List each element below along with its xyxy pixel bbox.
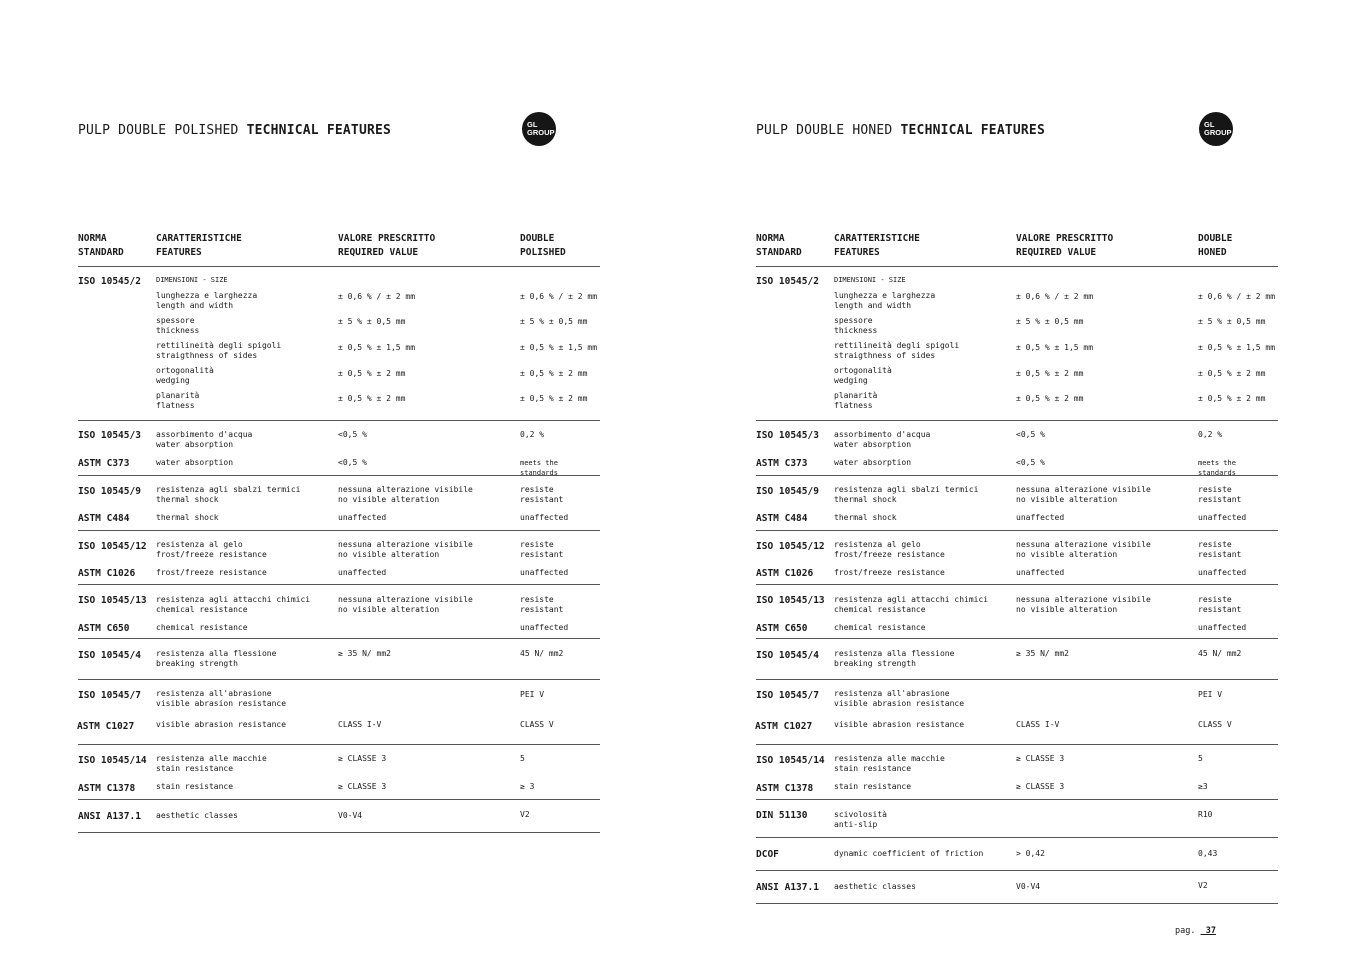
norm-label: DCOF [756,849,779,860]
required: V0-V4 [338,811,363,820]
required: ≥ CLASSE 3 [1016,754,1065,763]
value: 5 [520,754,525,763]
norm-label: ISO 10545/3 [78,430,141,441]
header-features: CARATTERISTICHE FEATURES [156,233,242,258]
value: unaffected [1198,568,1247,577]
page-number: pag. _37 [1175,926,1216,936]
feature: assorbimento d'acqua water absorption [156,430,253,449]
required: nessuna alterazione visibile no visible alteration [1016,595,1151,614]
feature: lunghezza e larghezza length and width [834,291,936,310]
norm-label: ISO 10545/2 [756,276,819,287]
feature: chemical resistance [156,623,248,632]
header-required: VALORE PRESCRITTO REQUIRED VALUE [338,233,436,258]
norm-label: ISO 10545/14 [756,755,825,766]
feature: resistenza all'abrasione visible abrasion resistance [156,689,287,708]
norm-label: DIN 51130 [756,810,808,821]
page-title: PULP DOUBLE HONED TECHNICAL FEATURES [756,123,1045,138]
value: meets the standards [520,459,558,477]
value: resiste resistant [520,485,564,504]
norm-label: ISO 10545/12 [78,541,147,552]
feature: stain resistance [156,782,234,791]
value: V2 [520,810,530,819]
feature: resistenza agli sbalzi termici thermal shock [156,485,301,504]
value: resiste resistant [520,595,564,614]
norm-label: ANSI A137.1 [756,882,819,893]
norm-label: ASTM C1026 [756,568,814,579]
value: unaffected [520,568,569,577]
value: ± 0,6 % / ± 2 mm [1198,292,1276,301]
feature: resistenza agli attacchi chimici chemical resistance [834,595,989,614]
required: CLASS I-V [1016,720,1060,729]
value: 5 [1198,754,1203,763]
feature: resistenza agli attacchi chimici chemical resistance [156,595,311,614]
norm-label: ASTM C484 [756,513,808,524]
norm-label: ISO 10545/7 [78,690,141,701]
feature: rettilineità degli spigoli straigthness of sides [834,341,960,360]
feature: thermal shock [834,513,897,522]
required: ≥ CLASSE 3 [1016,782,1065,791]
table-header [78,232,600,267]
norm-label: ISO 10545/9 [78,486,141,497]
divider [78,832,600,833]
required: <0,5 % [1016,430,1045,439]
divider [78,475,600,476]
divider [756,530,1278,531]
header-required: VALORE PRESCRITTO REQUIRED VALUE [1016,233,1114,258]
divider [78,744,600,745]
norm-label: ASTM C1378 [78,783,136,794]
feature: aesthetic classes [834,882,916,891]
header-norma: NORMA STANDARD [78,233,124,258]
header-value: DOUBLE POLISHED [520,233,566,258]
required: ± 0,5 % ± 1,5 mm [1016,343,1094,352]
norm-label: ISO 10545/9 [756,486,819,497]
feature: frost/freeze resistance [156,568,267,577]
right-page [756,0,1278,959]
norm-label: ASTM C484 [78,513,130,524]
value: CLASS V [1198,720,1232,729]
required: nessuna alterazione visibile no visible alteration [1016,540,1151,559]
norm-label: ASTM C650 [756,623,808,634]
feature: spessore thickness [834,316,878,335]
value: 45 N/ mm2 [520,649,564,658]
required: <0,5 % [338,458,367,467]
norm-label: ISO 10545/2 [78,276,141,287]
divider [756,870,1278,871]
value: unaffected [520,623,569,632]
required: nessuna alterazione visibile no visible alteration [338,540,473,559]
norm-label: ASTM C650 [78,623,130,634]
required: ± 0,6 % / ± 2 mm [1016,292,1094,301]
feature: assorbimento d'acqua water absorption [834,430,931,449]
page-title: PULP DOUBLE POLISHED TECHNICAL FEATURES [78,123,392,138]
feature: ortogonalità wedging [156,366,214,385]
feature: frost/freeze resistance [834,568,945,577]
feature: dynamic coefficient of friction [834,849,984,858]
feature: resistenza agli sbalzi termici thermal shock [834,485,979,504]
feature: spessore thickness [156,316,200,335]
norm-label: ISO 10545/13 [78,595,147,606]
feature: visible abrasion resistance [156,720,287,729]
required: ± 0,5 % ± 1,5 mm [338,343,416,352]
required: nessuna alterazione visibile no visible alteration [338,485,473,504]
required: nessuna alterazione visibile no visible alteration [1016,485,1151,504]
feature: lunghezza e larghezza length and width [156,291,258,310]
divider [756,744,1278,745]
value: ± 0,5 % ± 1,5 mm [1198,343,1276,352]
norm-label: ASTM C1027 [755,721,813,732]
divider [78,679,600,680]
divider [756,638,1278,639]
value: ± 0,5 % ± 1,5 mm [520,343,598,352]
divider [78,530,600,531]
feature: aesthetic classes [156,811,238,820]
divider [756,475,1278,476]
feature: resistenza alla flessione breaking strength [834,649,955,668]
required: ≥ 35 N/ mm2 [338,649,391,658]
required: ± 5 % ± 0,5 mm [1016,317,1084,326]
value: resiste resistant [1198,540,1242,559]
dim-label: DIMENSIONI - SIZE [156,276,228,284]
feature: scivolosità anti-slip [834,810,887,829]
feature: resistenza all'abrasione visible abrasion resistance [834,689,965,708]
divider [756,420,1278,421]
norm-label: ISO 10545/14 [78,755,147,766]
required: unaffected [1016,513,1065,522]
norm-label: ASTM C373 [78,458,130,469]
norm-label: ISO 10545/3 [756,430,819,441]
divider [756,903,1278,904]
norm-label: ANSI A137.1 [78,811,141,822]
gl-group-logo: GL GROUP [1199,112,1233,146]
required: ≥ 35 N/ mm2 [1016,649,1069,658]
feature: water absorption [156,458,234,467]
value: ± 0,5 % ± 2 mm [1198,369,1266,378]
divider [756,679,1278,680]
value: ≥ 3 [520,782,535,791]
value: PEI V [520,690,545,699]
required: ≥ CLASSE 3 [338,782,387,791]
value: ± 5 % ± 0,5 mm [1198,317,1266,326]
required: unaffected [338,513,387,522]
feature: visible abrasion resistance [834,720,965,729]
value: PEI V [1198,690,1223,699]
feature: planarità flatness [156,391,200,410]
feature: ortogonalità wedging [834,366,892,385]
value: unaffected [520,513,569,522]
norm-label: ISO 10545/12 [756,541,825,552]
value: ± 0,5 % ± 2 mm [520,394,588,403]
required: ± 0,5 % ± 2 mm [338,369,406,378]
feature: resistenza alle macchie stain resistance [156,754,267,773]
required: nessuna alterazione visibile no visible alteration [338,595,473,614]
header-value: DOUBLE HONED [1198,233,1233,258]
norm-label: ISO 10545/4 [78,650,141,661]
feature: thermal shock [156,513,219,522]
norm-label: ASTM C1378 [756,783,814,794]
required: unaffected [1016,568,1065,577]
required: <0,5 % [1016,458,1045,467]
value: meets the standards [1198,459,1236,477]
value: ± 0,5 % ± 2 mm [520,369,588,378]
norm-label: ISO 10545/13 [756,595,825,606]
divider [78,638,600,639]
required: ± 0,6 % / ± 2 mm [338,292,416,301]
required: ± 5 % ± 0,5 mm [338,317,406,326]
value: R10 [1198,810,1213,819]
required: ± 0,5 % ± 2 mm [1016,394,1084,403]
value: ± 0,5 % ± 2 mm [1198,394,1266,403]
required: <0,5 % [338,430,367,439]
value: V2 [1198,881,1208,890]
feature: resistenza al gelo frost/freeze resistance [834,540,945,559]
value: 0,2 % [1198,430,1223,439]
feature: rettilineità degli spigoli straigthness of sides [156,341,282,360]
divider [756,837,1278,838]
value: ≥3 [1198,782,1208,791]
norm-label: ASTM C373 [756,458,808,469]
value: ± 5 % ± 0,5 mm [520,317,588,326]
value: resiste resistant [1198,595,1242,614]
norm-label: ASTM C1026 [78,568,136,579]
feature: resistenza alla flessione breaking strength [156,649,277,668]
value: 0,43 [1198,849,1218,858]
required: unaffected [338,568,387,577]
dim-label: DIMENSIONI - SIZE [834,276,906,284]
required: ± 0,5 % ± 2 mm [1016,369,1084,378]
value: 45 N/ mm2 [1198,649,1242,658]
feature: resistenza alle macchie stain resistance [834,754,945,773]
value: resiste resistant [1198,485,1242,504]
table-header [756,232,1278,267]
value: 0,2 % [520,430,545,439]
feature: water absorption [834,458,912,467]
divider [756,584,1278,585]
norm-label: ASTM C1027 [77,721,135,732]
feature: chemical resistance [834,623,926,632]
norm-label: ISO 10545/4 [756,650,819,661]
header-norma: NORMA STANDARD [756,233,802,258]
feature: planarità flatness [834,391,878,410]
divider [756,799,1278,800]
value: resiste resistant [520,540,564,559]
feature: resistenza al gelo frost/freeze resistance [156,540,267,559]
feature: stain resistance [834,782,912,791]
required: > 0,42 [1016,849,1045,858]
left-page [78,0,600,959]
value: unaffected [1198,623,1247,632]
value: CLASS V [520,720,554,729]
divider [78,799,600,800]
required: ≥ CLASSE 3 [338,754,387,763]
gl-group-logo: GL GROUP [522,112,556,146]
required: ± 0,5 % ± 2 mm [338,394,406,403]
header-features: CARATTERISTICHE FEATURES [834,233,920,258]
value: unaffected [1198,513,1247,522]
required: V0-V4 [1016,882,1041,891]
divider [78,584,600,585]
required: CLASS I-V [338,720,382,729]
norm-label: ISO 10545/7 [756,690,819,701]
value: ± 0,6 % / ± 2 mm [520,292,598,301]
divider [78,420,600,421]
